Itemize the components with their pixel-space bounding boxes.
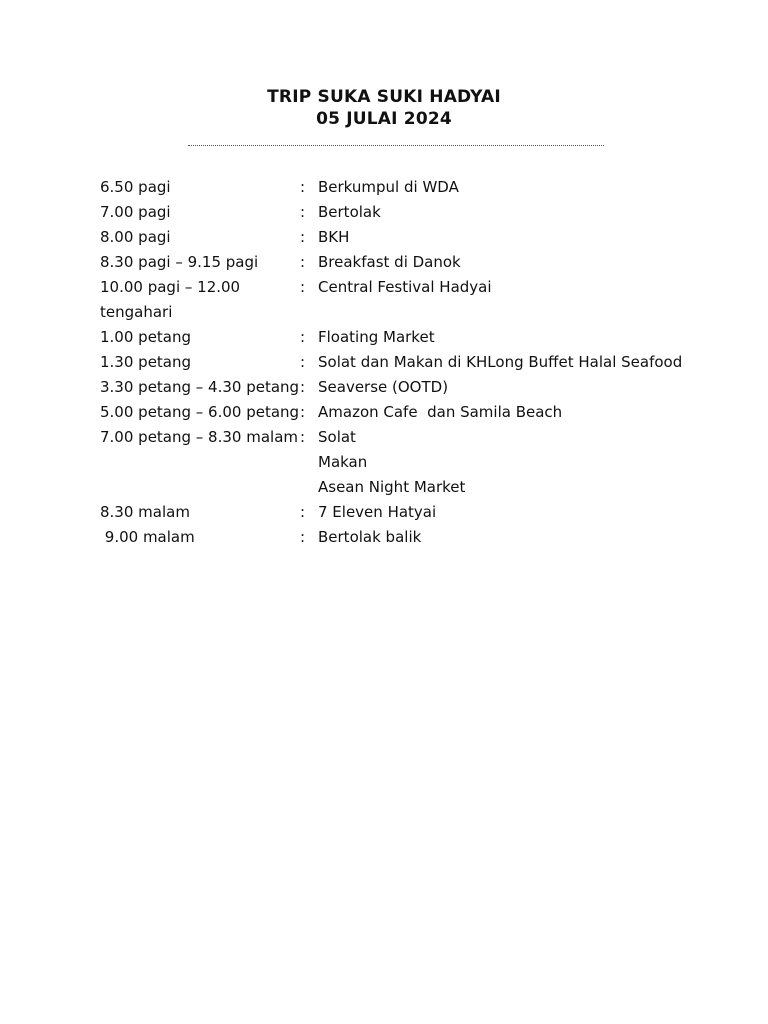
schedule-row bbox=[100, 525, 720, 550]
schedule-time: 9.00 malam bbox=[100, 528, 195, 546]
schedule-separator: : bbox=[300, 278, 306, 296]
schedule-time: 7.00 pagi bbox=[100, 203, 171, 221]
activity-line: Central Festival Hadyai bbox=[318, 278, 492, 296]
document-date: 05 JULAI 2024 bbox=[316, 109, 452, 129]
activity-line: 7 Eleven Hatyai bbox=[318, 503, 437, 521]
schedule-activity bbox=[318, 225, 720, 250]
schedule-activity bbox=[318, 325, 720, 350]
schedule-row bbox=[100, 275, 720, 325]
schedule-time: 1.30 petang bbox=[100, 353, 192, 371]
activity-line: Berkumpul di WDA bbox=[318, 178, 459, 196]
schedule-row bbox=[100, 425, 720, 500]
schedule-separator: : bbox=[300, 528, 306, 546]
schedule-activity bbox=[318, 200, 720, 225]
schedule-activity bbox=[318, 375, 720, 400]
schedule-separator: : bbox=[300, 503, 306, 521]
schedule-list bbox=[100, 175, 720, 550]
schedule-time: 1.00 petang bbox=[100, 328, 192, 346]
schedule-row bbox=[100, 400, 720, 425]
schedule-separator: : bbox=[300, 228, 306, 246]
schedule-time: 6.50 pagi bbox=[100, 178, 171, 196]
schedule-time: 8.00 pagi bbox=[100, 228, 171, 246]
schedule-row bbox=[100, 325, 720, 350]
title-divider bbox=[188, 145, 604, 146]
schedule-row bbox=[100, 225, 720, 250]
activity-line: Solat bbox=[318, 428, 356, 446]
schedule-separator: : bbox=[300, 378, 306, 396]
schedule-row bbox=[100, 375, 720, 400]
schedule-row bbox=[100, 175, 720, 200]
schedule-activity bbox=[318, 350, 720, 375]
activity-line: Asean Night Market bbox=[318, 478, 466, 496]
document-title: TRIP SUKA SUKI HADYAI bbox=[267, 87, 501, 107]
schedule-row bbox=[100, 200, 720, 225]
schedule-separator: : bbox=[300, 203, 306, 221]
schedule-time: 8.30 malam bbox=[100, 503, 190, 521]
schedule-time: 3.30 petang – 4.30 petang bbox=[100, 378, 300, 396]
activity-line: Solat dan Makan di KHLong Buffet Halal Seafood bbox=[318, 353, 683, 371]
schedule-row bbox=[100, 350, 720, 375]
schedule-separator: : bbox=[300, 353, 306, 371]
activity-line: Makan bbox=[318, 453, 368, 471]
activity-line: Floating Market bbox=[318, 328, 435, 346]
activity-line: Bertolak bbox=[318, 203, 381, 221]
schedule-activity bbox=[318, 425, 720, 500]
schedule-activity bbox=[318, 500, 720, 525]
schedule-activity bbox=[318, 175, 720, 200]
activity-line: BKH bbox=[318, 228, 350, 246]
schedule-separator: : bbox=[300, 403, 306, 421]
schedule-time: 5.00 petang – 6.00 petang bbox=[100, 403, 300, 421]
schedule-time: 7.00 petang – 8.30 malam bbox=[100, 428, 298, 446]
schedule-separator: : bbox=[300, 428, 306, 446]
activity-line: Seaverse (OOTD) bbox=[318, 378, 449, 396]
schedule-activity bbox=[318, 525, 720, 550]
schedule-separator: : bbox=[300, 178, 306, 196]
activity-line: Amazon Cafe dan Samila Beach bbox=[318, 403, 563, 421]
schedule-activity bbox=[318, 400, 720, 425]
activity-line: Bertolak balik bbox=[318, 528, 422, 546]
schedule-activity bbox=[318, 275, 720, 300]
schedule-time: 10.00 pagi – 12.00 tengahari bbox=[100, 278, 241, 321]
schedule-row bbox=[100, 250, 720, 275]
schedule-time: 8.30 pagi – 9.15 pagi bbox=[100, 253, 259, 271]
schedule-separator: : bbox=[300, 328, 306, 346]
schedule-row bbox=[100, 500, 720, 525]
title-block bbox=[0, 86, 768, 130]
activity-line: Breakfast di Danok bbox=[318, 253, 461, 271]
schedule-separator: : bbox=[300, 253, 306, 271]
schedule-activity bbox=[318, 250, 720, 275]
